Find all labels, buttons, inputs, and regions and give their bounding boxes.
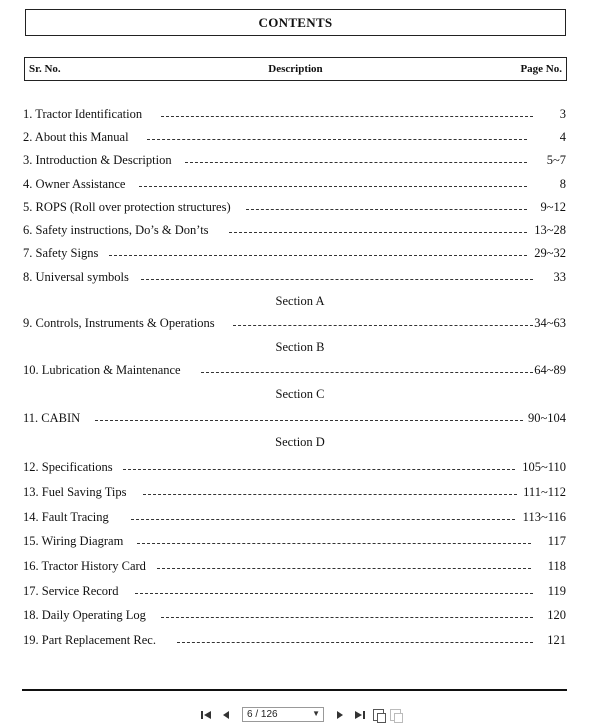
toc-entry[interactable] — [23, 128, 566, 146]
bottom-rule — [22, 689, 567, 691]
toc-entry-page: 4 — [559, 130, 566, 144]
previous-page-icon — [222, 710, 230, 720]
toc-entry-page: 120 — [547, 608, 566, 622]
toc-entry-label: 8. Universal symbols — [23, 268, 133, 286]
toc-entry[interactable] — [23, 314, 566, 332]
toc-entry-page: 3 — [559, 107, 566, 121]
toc-entry-label: 5. ROPS (Roll over protection structures) — [23, 198, 235, 216]
section-heading: Section B — [275, 340, 325, 354]
toc-entry-label: 9. Controls, Instruments & Operations — [23, 314, 219, 332]
toc-entry[interactable] — [23, 557, 566, 575]
toc-entry-page: 119 — [547, 584, 566, 598]
toc-entry[interactable] — [23, 105, 566, 123]
toc-entry[interactable] — [23, 244, 566, 262]
toc-entry-label: 14. Fault Tracing — [23, 508, 113, 526]
toc-entry-page: 13~28 — [534, 223, 566, 237]
toc-entry-label: 17. Service Record — [23, 582, 122, 600]
leader-dots — [109, 255, 527, 256]
section-heading: Section D — [275, 435, 325, 449]
toc-entry-page: 33 — [553, 270, 566, 284]
toc-entry-page: 5~7 — [546, 153, 566, 167]
toc-entry-label: 2. About this Manual — [23, 128, 133, 146]
toc-entry-label: 13. Fuel Saving Tips — [23, 483, 131, 501]
toc-entry-page: 90~104 — [527, 411, 566, 425]
leader-dots — [147, 139, 527, 140]
section-heading: Section A — [275, 294, 325, 308]
page-indicator: 6 / 126 — [247, 709, 278, 720]
toc-entry[interactable] — [23, 532, 566, 550]
toc-entry-label: 16. Tractor History Card — [23, 557, 150, 575]
leader-dots — [246, 209, 527, 210]
leader-dots — [233, 325, 533, 326]
toc-entry-page: 29~32 — [534, 246, 566, 260]
leader-dots — [135, 593, 533, 594]
toc-entry-label: 3. Introduction & Description — [23, 151, 176, 169]
copy-page-icon[interactable] — [373, 709, 384, 721]
toc-entry-label: 1. Tractor Identification — [23, 105, 146, 123]
leader-dots — [95, 420, 523, 421]
leader-dots — [201, 372, 533, 373]
toc-entry[interactable] — [23, 361, 566, 379]
toc-entry-page: 118 — [547, 559, 566, 573]
toc-entry-page: 34~63 — [534, 316, 566, 330]
toc-entry[interactable] — [23, 198, 566, 216]
toc-entry-label: 4. Owner Assistance — [23, 175, 129, 193]
toc-entry-page: 117 — [547, 534, 566, 548]
leader-dots — [185, 162, 527, 163]
last-page-button[interactable] — [352, 707, 368, 723]
leader-dots — [157, 568, 531, 569]
header-sr-no: Sr. No. — [29, 63, 61, 75]
next-page-icon — [336, 710, 344, 720]
toc-entry-page: 105~110 — [522, 460, 566, 474]
toc-entry[interactable] — [23, 175, 566, 193]
section-heading: Section C — [275, 387, 325, 401]
toc-entry[interactable] — [23, 508, 566, 526]
contents-title: CONTENTS — [25, 9, 566, 36]
table-header — [24, 57, 567, 81]
leader-dots — [143, 494, 517, 495]
toc-entry-page: 64~89 — [534, 363, 566, 377]
leader-dots — [161, 116, 533, 117]
toc-entry-label: 12. Specifications — [23, 458, 117, 476]
toc-entry-label: 19. Part Replacement Rec. — [23, 631, 160, 649]
leader-dots — [139, 186, 527, 187]
last-page-icon — [355, 710, 365, 720]
toc-entry[interactable] — [23, 606, 566, 624]
toc-entry[interactable] — [23, 409, 566, 427]
header-description: Description — [268, 63, 323, 75]
pdf-viewer-toolbar — [0, 703, 600, 726]
toc-entry[interactable] — [23, 151, 566, 169]
toc-entry-label: 7. Safety Signs — [23, 244, 102, 262]
toc-entry-label: 11. CABIN — [23, 409, 84, 427]
leader-dots — [123, 469, 515, 470]
toc-entry-label: 6. Safety instructions, Do’s & Don’ts — [23, 221, 213, 239]
toc-entry-label: 10. Lubrication & Maintenance — [23, 361, 185, 379]
duplicate-page-icon[interactable] — [390, 709, 401, 721]
leader-dots — [137, 543, 531, 544]
toc-entry[interactable] — [23, 458, 566, 476]
next-page-button[interactable] — [332, 707, 348, 723]
first-page-icon — [201, 710, 211, 720]
toc-entry[interactable] — [23, 631, 566, 649]
toc-entry[interactable] — [23, 582, 566, 600]
toc-entry[interactable] — [23, 483, 566, 501]
toc-entry-page: 9~12 — [540, 200, 566, 214]
toc-entry[interactable] — [23, 268, 566, 286]
toc-entry[interactable] — [23, 221, 566, 239]
page-number-select[interactable] — [242, 707, 324, 722]
previous-page-button[interactable] — [218, 707, 234, 723]
leader-dots — [161, 617, 533, 618]
leader-dots — [177, 642, 533, 643]
toc-entry-page: 113~116 — [522, 510, 566, 524]
chevron-down-icon: ▼ — [312, 709, 320, 718]
leader-dots — [229, 232, 527, 233]
toc-entry-label: 18. Daily Operating Log — [23, 606, 150, 624]
leader-dots — [141, 279, 533, 280]
leader-dots — [131, 519, 515, 520]
toc-entry-page: 111~112 — [523, 485, 566, 499]
toc-entry-label: 15. Wiring Diagram — [23, 532, 127, 550]
toc-entry-page: 8 — [559, 177, 566, 191]
header-page-no: Page No. — [520, 63, 562, 75]
toc-entry-page: 121 — [547, 633, 566, 647]
first-page-button[interactable] — [198, 707, 214, 723]
